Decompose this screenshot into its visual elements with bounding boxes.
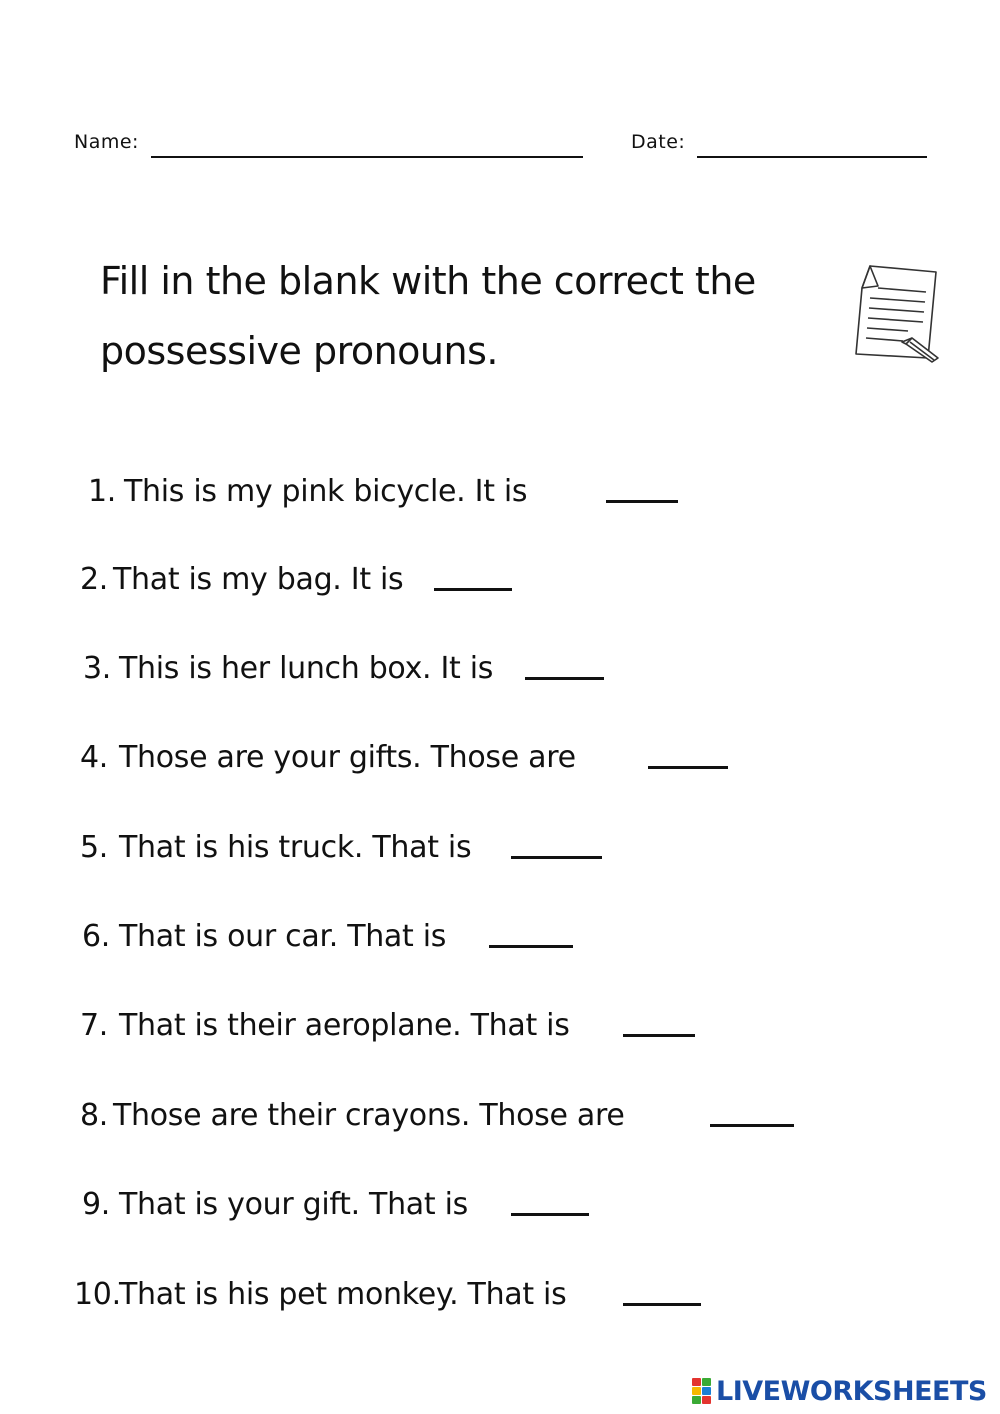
question-number: 2. xyxy=(80,562,109,597)
question-text: This is her lunch box. It is xyxy=(119,651,494,686)
answer-blank[interactable] xyxy=(511,856,602,859)
question-number: 7. xyxy=(80,1008,109,1043)
question-text: That is their aeroplane. That is xyxy=(119,1008,570,1043)
question-number: 5. xyxy=(80,830,109,865)
question-text: That is his truck. That is xyxy=(119,830,472,865)
question-number: 10. xyxy=(74,1277,121,1312)
answer-blank[interactable] xyxy=(489,945,573,948)
question-number: 8. xyxy=(80,1098,109,1133)
title-line-1: Fill in the blank with the correct the xyxy=(100,259,756,303)
document-with-pencil-icon xyxy=(848,258,946,370)
question-number: 1. xyxy=(88,474,117,509)
question-number: 3. xyxy=(83,651,112,686)
question-text: That is his pet monkey. That is xyxy=(119,1277,567,1312)
answer-blank[interactable] xyxy=(623,1034,695,1037)
question-text: Those are your gifts. Those are xyxy=(119,740,576,775)
title-line-2: possessive pronouns. xyxy=(100,329,498,373)
answer-blank[interactable] xyxy=(511,1213,589,1216)
answer-blank[interactable] xyxy=(623,1303,701,1306)
liveworksheets-logo-icon xyxy=(692,1378,712,1404)
date-label: Date: xyxy=(631,131,686,153)
liveworksheets-logo[interactable] xyxy=(692,1376,987,1406)
question-number: 9. xyxy=(82,1187,111,1222)
question-text: Those are their crayons. Those are xyxy=(113,1098,625,1133)
date-field[interactable] xyxy=(697,156,927,158)
question-text: This is my pink bicycle. It is xyxy=(124,474,528,509)
answer-blank[interactable] xyxy=(710,1124,794,1127)
name-field[interactable] xyxy=(151,156,583,158)
question-number: 4. xyxy=(80,740,109,775)
answer-blank[interactable] xyxy=(434,588,512,591)
answer-blank[interactable] xyxy=(648,766,728,769)
name-label: Name: xyxy=(74,131,139,153)
answer-blank[interactable] xyxy=(606,500,678,503)
question-text: That is your gift. That is xyxy=(119,1187,468,1222)
question-text: That is our car. That is xyxy=(119,919,447,954)
question-text: That is my bag. It is xyxy=(113,562,404,597)
question-number: 6. xyxy=(82,919,111,954)
brand-name: LIVEWORKSHEETS xyxy=(716,1375,987,1407)
answer-blank[interactable] xyxy=(525,677,604,680)
